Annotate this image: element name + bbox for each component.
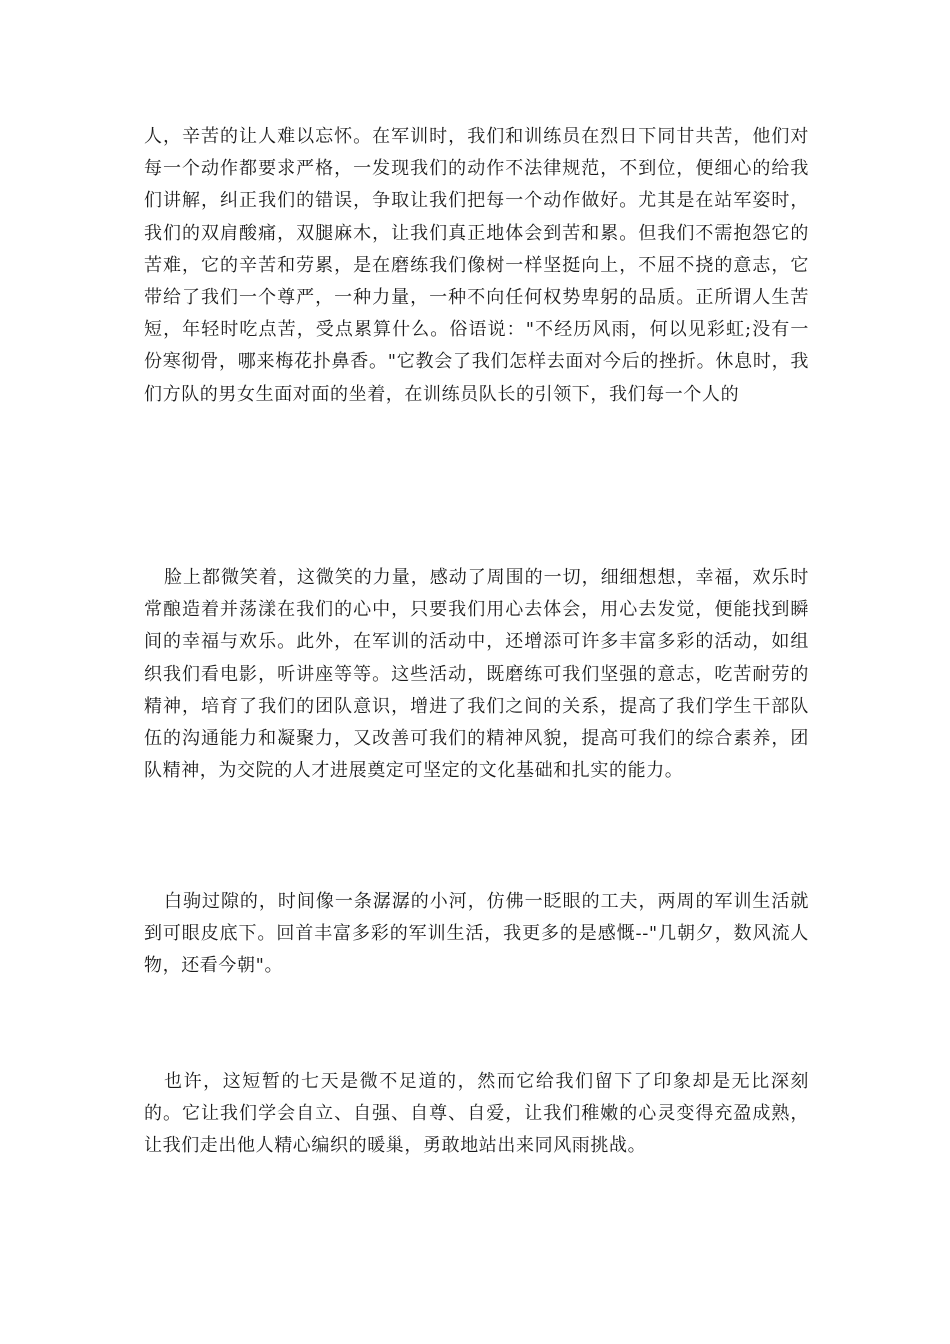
paragraph-2: 脸上都微笑着，这微笑的力量，感动了周围的一切，细细想想，幸福，欢乐时常酿造着并荡漾在我们的心中，只要我们用心去体会，用心去发觉，便能找到瞬间的幸福与欢乐。此外，在军训的活动中，还增添可许多丰富多彩的活动，如组织我们看电影，听讲座等等。这些活动，既磨练可我们坚强的意志，吃苦耐劳的精神，培育了我们的团队意识，增进了我们之间的关系，提高了我们学生干部队伍的沟通能力和凝聚力，又改善可我们的精神风貌，提高可我们的综合素养，团队精神，为交院的人才进展奠定可坚定的文化基础和扎实的能力。 (144, 567, 809, 782)
paragraph-3: 白驹过隙的，时间像一条潺潺的小河，仿佛一眨眼的工夫，两周的军训生活就到可眼皮底下。回首丰富多彩的军训生活，我更多的是感慨--"几朝夕，数风流人物，还看今朝"。 (144, 891, 809, 977)
paragraph-1: 人，辛苦的让人难以忘怀。在军训时，我们和训练员在烈日下同甘共苦，他们对每一个动作都要求严格，一发现我们的动作不法律规范，不到位，便细心的给我们讲解，纠正我们的错误，争取让我们把每一个动作做好。尤其是在站军姿时，我们的双肩酸痛，双腿麻木，让我们真正地体会到苦和累。但我们不需抱怨它的苦难，它的辛苦和劳累，是在磨练我们像树一样坚挺向上，不屈不挠的意志，它带给了我们一个尊严，一种力量，一种不向任何权势卑躬的品质。正所谓人生苦短，年轻时吃点苦，受点累算什么。俗语说："不经历风雨，何以见彩虹;没有一份寒彻骨，哪来梅花扑鼻香。"它教会了我们怎样去面对今后的挫折。休息时，我们方队的男女生面对面的坐着，在训练员队长的引领下，我们每一个人的 (144, 126, 809, 405)
paragraph-4: 也许，这短暂的七天是微不足道的，然而它给我们留下了印象却是无比深刻的。它让我们学会自立、自强、自尊、自爱，让我们稚嫩的心灵变得充盈成熟，让我们走出他人精心编织的暖巢，勇敢地站出来同风雨挑战。 (144, 1071, 809, 1157)
